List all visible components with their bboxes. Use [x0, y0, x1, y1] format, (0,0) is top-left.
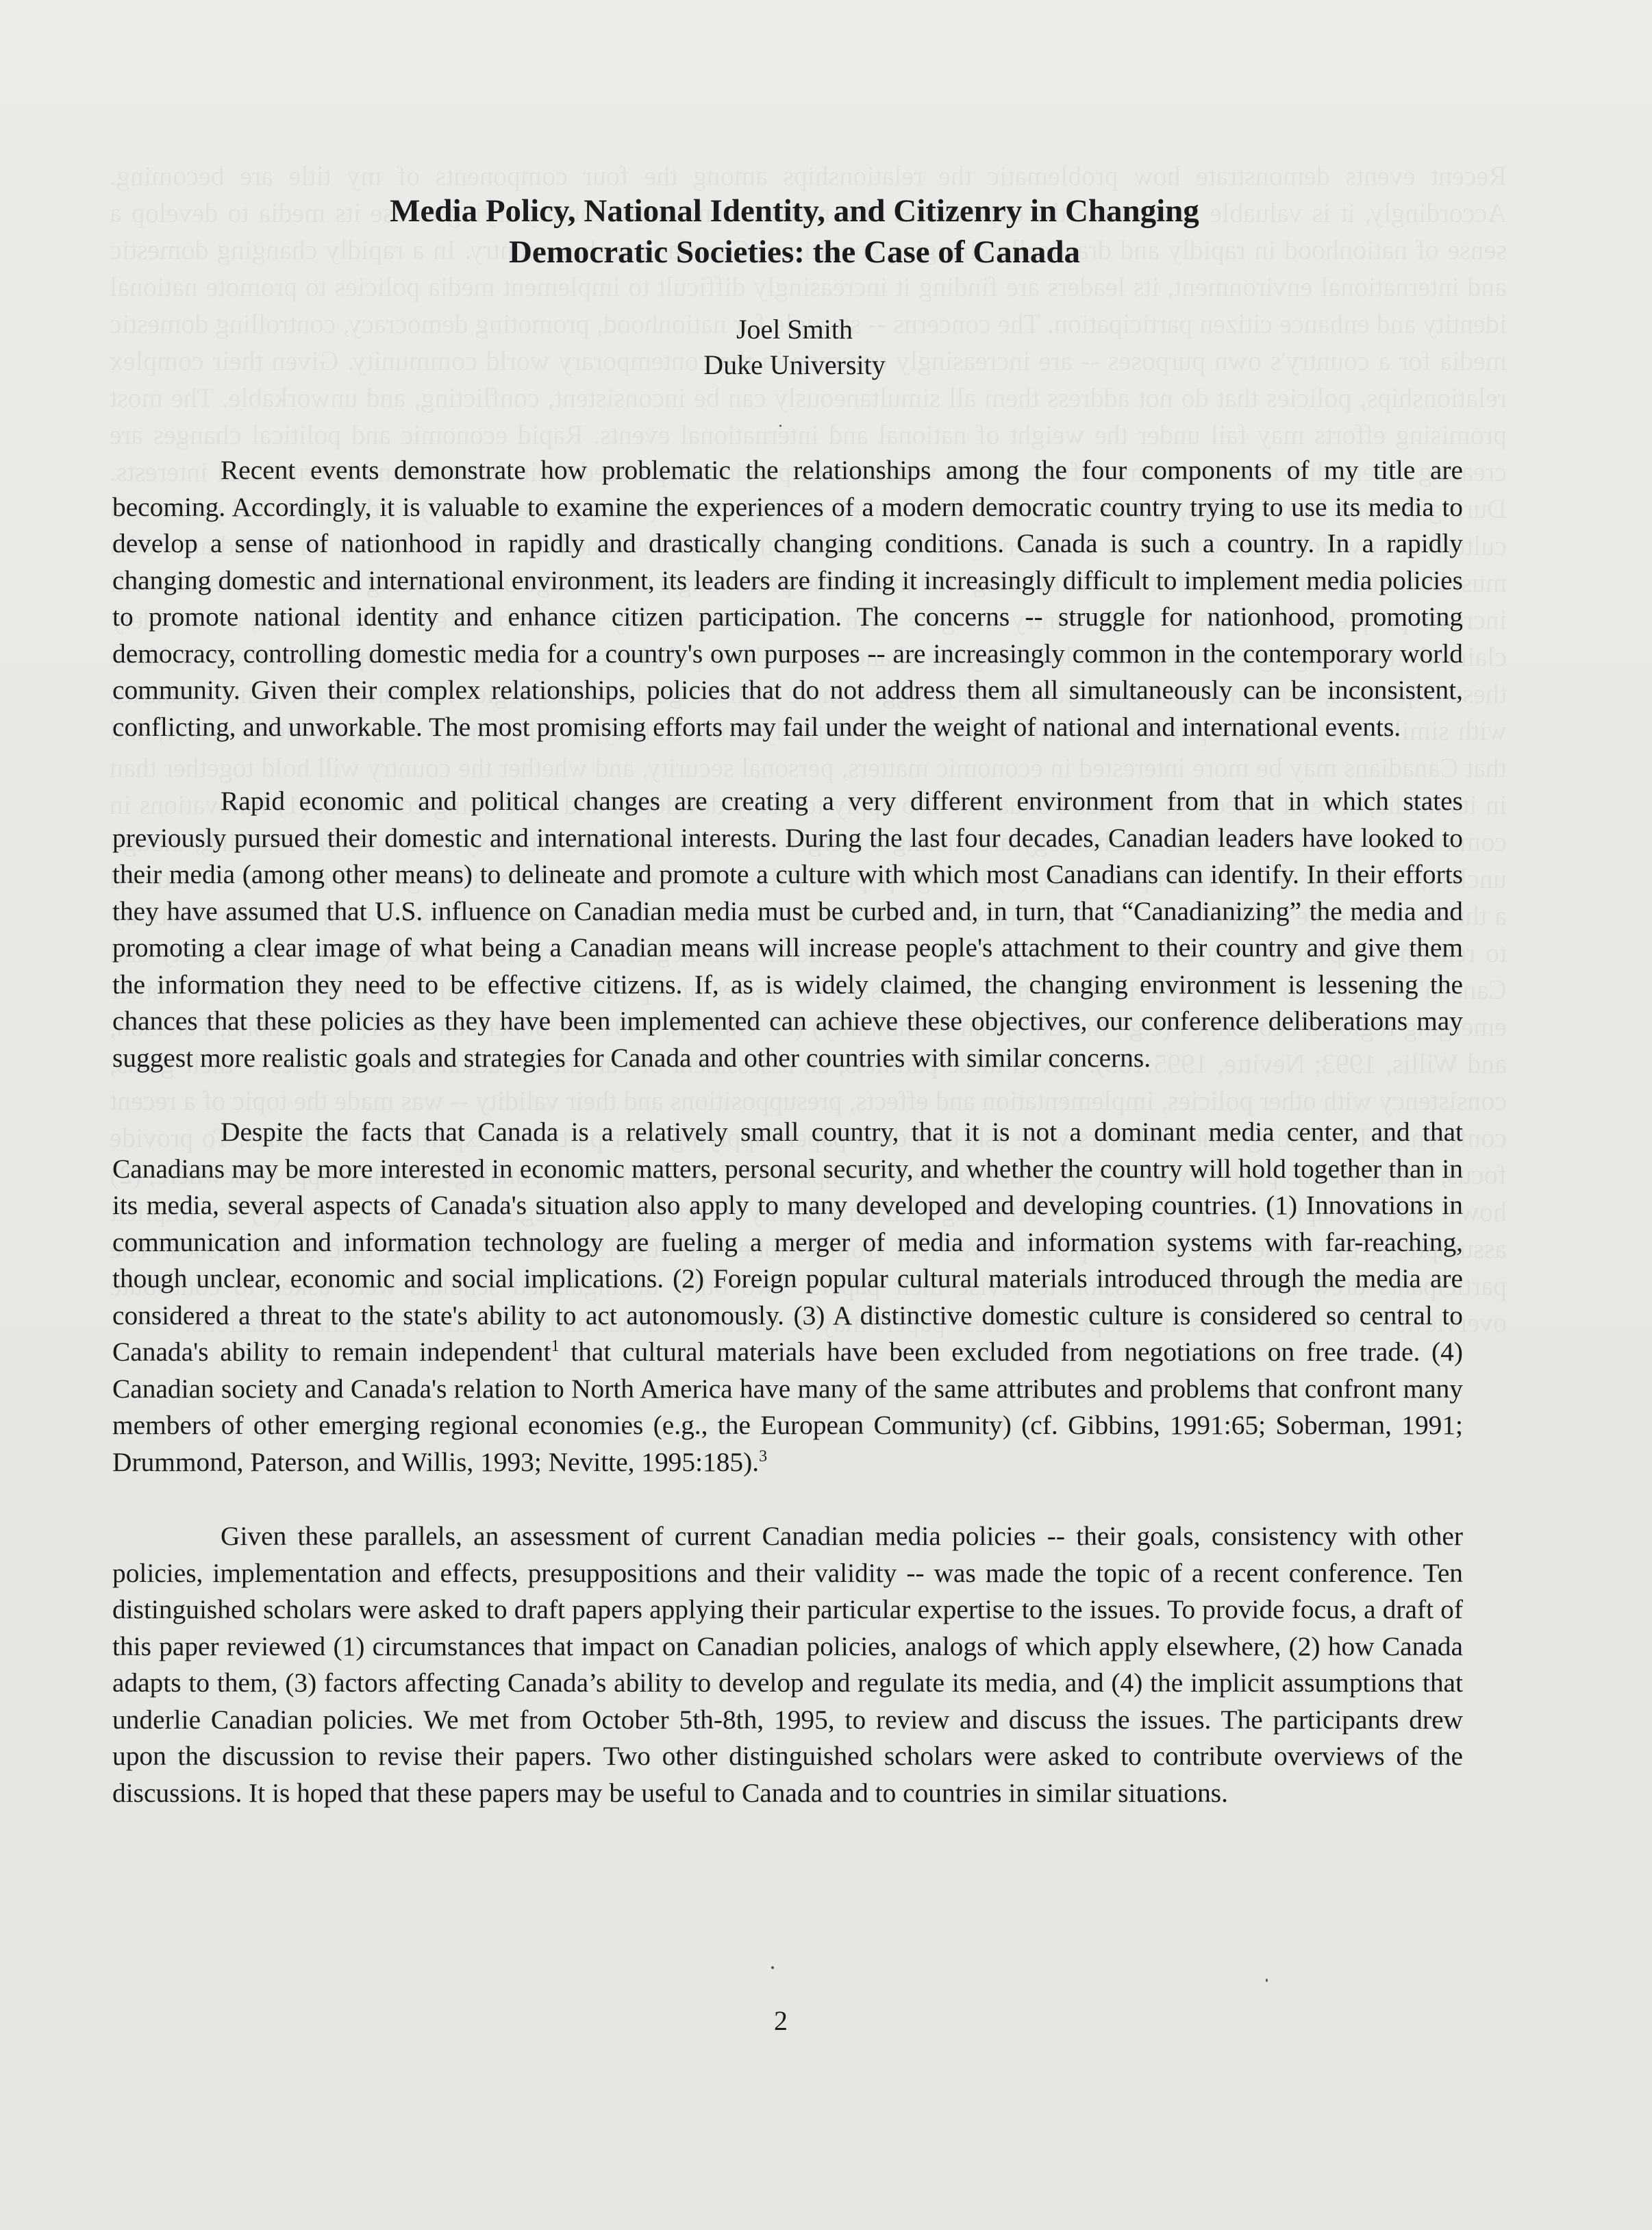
scan-speck	[1266, 1979, 1268, 1982]
author-block	[548, 312, 1041, 383]
paragraph-3-part-a: Despite the facts that Canada is a relatively small country, that it is not a dominant media center, and that Canadians may be more interested in economic matters, personal security, and whether the country will hold together than in its media, several aspects of Canada's situation also apply to many developed and developing countries. (1) Innovations in communication and information technology are fueling a merger of media and information systems with far-reaching, though unclear, economic and social implications. (2) Foreign popular cultural materials introduced through the media are considered a threat to the state's ability to act autonomously. (3) A distinctive domestic culture is considered so central to Canada's ability to remain independent	[112, 1117, 1463, 1367]
footnote-marker-3: 3	[759, 1447, 768, 1465]
document-title	[205, 190, 1384, 273]
paragraph-1: Recent events demonstrate how problematic the relationships among the four components of my title are becoming. Accordingly, it is valuable to examine the experiences of a modern democratic country trying to use its media to develop a sense of nationhood in rapidly and drastically changing conditions. Canada is such a country. In a rapidly changing domestic and international environment, its leaders are finding it increasingly difficult to implement media policies to promote national identity and enhance citizen participation. The concerns -- struggle for nationhood, promoting democracy, controlling domestic media for a country's own purposes -- are increasingly common in the contemporary world community. Given their complex relationships, policies that do not address them all simultaneously can be inconsistent, conflicting, and unworkable. The most promising efforts may fail under the weight of national and international events.	[112, 455, 1463, 742]
paragraph-3-part-b: that cultural materials have been excluded from negotiations on free trade. (4) Canadian society and Canada's relation to North America have many of the same attributes and problems that confront many members of other emerging regional economies (e.g., the European Community) (cf. Gibbins, 1991:65; Soberman, 1991; Drummond, Paterson, and Willis, 1993; Nevitte, 1995:185).	[112, 1337, 1463, 1477]
footnote-marker-1: 1	[551, 1337, 560, 1355]
paragraph-3	[112, 1114, 1463, 1481]
author-affiliation: Duke University	[703, 349, 886, 380]
body-text	[112, 452, 1463, 1849]
page-number: 2	[774, 2005, 788, 2036]
scan-speck	[771, 1966, 774, 1969]
title-line-2: Democratic Societies: the Case of Canada	[508, 234, 1081, 270]
author-name: Joel Smith	[736, 314, 853, 345]
title-line-1: Media Policy, National Identity, and Citizenry in Changing	[390, 193, 1199, 229]
scan-speck	[779, 425, 781, 427]
paragraph-2: Rapid economic and political changes are creating a very different environment from that in which states previously pursued their domestic and international interests. During the last four decades, Canadian leaders have looked to their media (among other means) to delineate and promote a culture with which most Canadians can identify. In their efforts they have assumed that U.S. influence on Canadian media must be curbed and, in turn, that “Canadianizing” the media and promoting a clear image of what being a Canadian means will increase people's attachment to their country and give them the information they need to be effective citizens. If, as is widely claimed, the changing environment is lessening the chances that these policies as they have been implemented can achieve these objectives, our conference deliberations may suggest more realistic goals and strategies for Canada and other countries with similar concerns.	[112, 786, 1463, 1073]
paragraph-4: Given these parallels, an assessment of current Canadian media policies -- their goals, consistency with other policies, implementation and effects, presuppositions and their validity -- was made the topic of a recent conference. Ten distinguished scholars were asked to draft papers applying their particular expertise to the issues. To provide focus, a draft of this paper reviewed (1) circumstances that impact on Canadian policies, analogs of which apply elsewhere, (2) how Canada adapts to them, (3) factors affecting Canada’s ability to develop and regulate its media, and (4) the implicit assumptions that underlie Canadian policies. We met from October 5th-8th, 1995, to review and discuss the issues. The participants drew upon the discussion to revise their papers. Two other distinguished scholars were asked to contribute overviews of the discussions. It is hoped that these papers may be useful to Canada and to countries in similar situations.	[112, 1521, 1463, 1808]
